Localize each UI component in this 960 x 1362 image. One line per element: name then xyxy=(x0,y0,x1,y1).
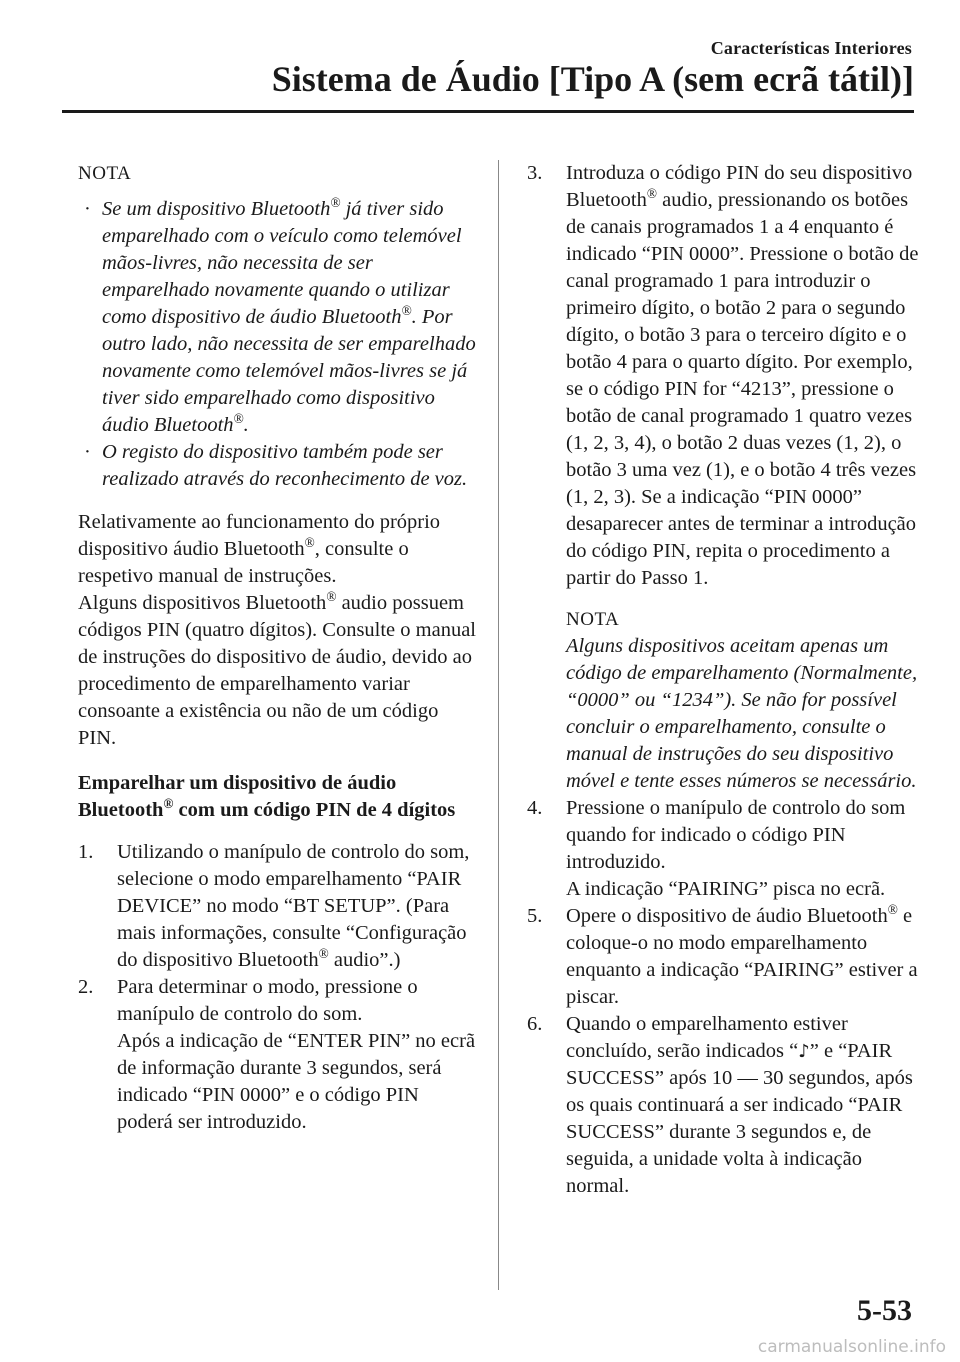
note-bullet-2: · O registo do dispositivo também pode ser realizado através do reconhecimento de voz. xyxy=(84,441,468,490)
paragraph-operation: Relativamente ao funcionamento do próprio dispositivo áudio Bluetooth®, consulte o respetivo manual de instruções. xyxy=(78,511,441,587)
step-2: 2. Para determinar o modo, pressione o manípulo de controlo do som. Após a indicação de “ENTER PIN” no ecrã de informação durante 3 segundos, será indicado “PIN 0000” e o código PIN poderá ser introduzido. xyxy=(78,976,476,1133)
step-3-note xyxy=(566,606,919,795)
step-number: 5. xyxy=(527,905,543,927)
step-number: 2. xyxy=(78,976,94,998)
note-label: NOTA xyxy=(78,163,132,184)
column-divider xyxy=(498,160,499,1290)
music-note-icon: ♪ xyxy=(798,1041,810,1062)
right-column xyxy=(527,160,919,1200)
note-bullet-1: · Se um dispositivo Bluetooth® já tiver sido emparelhado com o veículo como telemóvel mãos-livres, não necessita de ser emparelhado novamente quando o utilizar como dispositivo de áudio Bluetooth®. Por outro lado, não necessita de ser emparelhado novamente como telemóvel mãos-livres se já tiver sido emparelhado como dispositivo áudio Bluetooth®. xyxy=(84,195,476,436)
bullet-dot-icon: · xyxy=(84,441,91,463)
note-text: Alguns dispositivos aceitam apenas um código de emparelhamento (Normalmente, “0000” ou “1234”). Se não for possível concluir o emparelhamento, consulte o manual de instruções do seu dispositivo móvel e tente esses números se necessário. xyxy=(566,635,918,792)
note-label: NOTA xyxy=(566,609,620,630)
section-heading: Emparelhar um dispositivo de áudio Bluetooth® com um código PIN de 4 dígitos xyxy=(78,772,456,821)
step-5: 5. Opere o dispositivo de áudio Bluetooth® e coloque-o no modo emparelhamento enquanto a indicação “PAIRING” estiver a piscar. xyxy=(527,902,918,1008)
page-number: 5-53 xyxy=(857,1294,912,1327)
paragraph-pin-codes: Alguns dispositivos Bluetooth® audio possuem códigos PIN (quatro dígitos). Consulte o manual de instruções do dispositivo de áudio, devido ao procedimento de emparelhamento variar consoante a existência ou não de um código PIN. xyxy=(78,589,476,749)
running-header-section: Características Interiores xyxy=(710,38,912,58)
step-number: 6. xyxy=(527,1013,543,1035)
step-1: 1. Utilizando o manípulo de controlo do som, selecione o modo emparelhamento “PAIR DEVICE” no modo “BT SETUP”. (Para mais informações, consulte “Configuração do dispositivo Bluetooth® audio”.) xyxy=(78,841,470,971)
step-4: 4. Pressione o manípulo de controlo do som quando for indicado o código PIN introduzido. A indicação “PAIRING” pisca no ecrã. xyxy=(527,797,906,900)
step-number: 4. xyxy=(527,797,543,819)
bullet-dot-icon: · xyxy=(84,198,91,220)
step-number: 1. xyxy=(78,841,94,863)
left-column xyxy=(78,160,476,1136)
watermark-text: carmanualsonline.info xyxy=(757,1337,946,1357)
page-title: Sistema de Áudio [Tipo A (sem ecrã tátil)] xyxy=(271,59,914,99)
header-rule xyxy=(62,110,914,113)
step-number: 3. xyxy=(527,162,543,184)
step-3: 3. Introduza o código PIN do seu dispositivo Bluetooth® audio, pressionando os botões de canais programados 1 a 4 enquanto é indicado “PIN 0000”. Pressione o botão de canal programado 1 para introduzir o primeiro dígito, o botão 2 para o segundo dígito, o botão 3 para o terceiro dígito e o botão 4 para o quarto dígito. Por exemplo, se o código PIN for “4213”, pressione o botão de canal programado 1 quatro vezes (1, 2, 3, 4), o botão 2 duas vezes (1, 2), o botão 3 uma vez (1), e o botão 4 três vezes (1, 2, 3). Se a indicação “PIN 0000” desaparecer antes de terminar a introdução do código PIN, repita o procedimento a partir do Passo 1. NOTA Alguns dispositivos aceitam apenas um código de emparelhamento (Normalmente, “0000” ou “1234”). Se não for possível concluir o emparelhamento, consulte o manual de instruções do seu dispositivo móvel e tente esses números se necessário. xyxy=(527,160,919,795)
step-6: 6. Quando o emparelhamento estiver concluído, serão indicados “♪” e “PAIR SUCCESS” após 10 — 30 segundos, após os quais continuará a ser indicado “PAIR SUCCESS” durante 3 segundos e, de seguida, a unidade volta à indicação normal. xyxy=(527,1013,913,1197)
